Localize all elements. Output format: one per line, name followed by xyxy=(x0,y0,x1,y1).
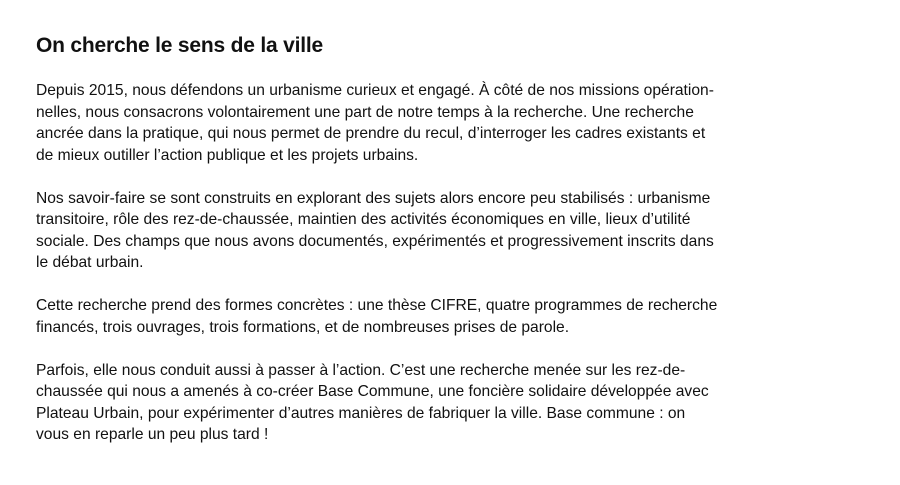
paragraph-line: vous en reparle un peu plus tard ! xyxy=(36,426,269,443)
article xyxy=(36,30,876,467)
paragraph-line: chaussée qui nous a amenés à co-créer Base Commune, une foncière solidaire développée avec xyxy=(36,383,709,400)
paragraph-expertise xyxy=(36,188,876,274)
paragraph-line: transitoire, rôle des rez-de-chaussée, maintien des activités économiques en ville, lieux d’utilité xyxy=(36,211,691,228)
paragraph-line: Depuis 2015, nous défendons un urbanisme curieux et engagé. À côté de nos missions opération- xyxy=(36,82,714,99)
paragraph-line: sociale. Des champs que nous avons documentés, expérimentés et progressivement inscrits dans xyxy=(36,232,714,250)
paragraph-research-forms xyxy=(36,295,876,338)
paragraph-action xyxy=(36,360,876,446)
paragraph-line: Plateau Urbain, pour expérimenter d’autres manières de fabriquer la ville. Base commune : on xyxy=(36,404,686,422)
paragraph-line: le débat urbain. xyxy=(36,254,144,271)
page-title: On cherche le sens de la ville xyxy=(36,34,323,57)
paragraph-line: ancrée dans la pratique, qui nous permet de prendre du recul, d’interroger les cadres existants et xyxy=(36,125,706,142)
paragraph-line: de mieux outiller l’action publique et les projets urbains. xyxy=(36,146,419,164)
paragraph-line: Parfois, elle nous conduit aussi à passer à l’action. C’est une recherche menée sur les rez-de- xyxy=(36,361,686,379)
paragraph-line: financés, trois ouvrages, trois formations, et de nombreuses prises de parole. xyxy=(36,318,570,336)
paragraph-line: Cette recherche prend des formes concrètes : une thèse CIFRE, quatre programmes de recherche xyxy=(36,297,718,314)
paragraph-intro xyxy=(36,80,876,166)
paragraph-line: nelles, nous consacrons volontairement une part de notre temps à la recherche. Une recherche xyxy=(36,103,694,121)
paragraph-line: Nos savoir-faire se sont construits en explorant des sujets alors encore peu stabilisés : urbanisme xyxy=(36,189,711,207)
